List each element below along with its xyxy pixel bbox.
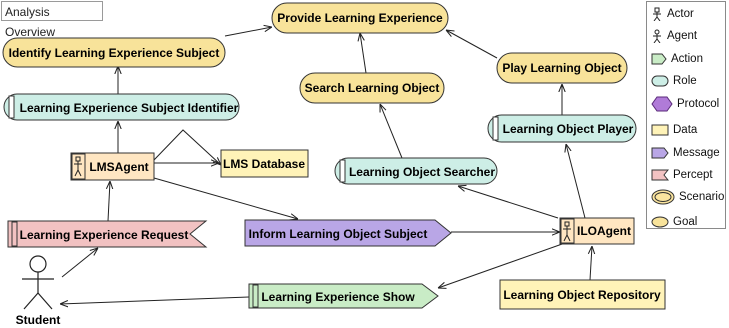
edge-searcher-to-search <box>380 104 402 158</box>
percept-label: Learning Experience Request <box>19 228 189 242</box>
role-icon <box>651 75 669 87</box>
goal-label: Play Learning Object <box>502 61 622 75</box>
goal-play-learning-object[interactable] <box>497 53 627 83</box>
goal-icon <box>651 216 669 228</box>
agent-label: LMSAgent <box>89 160 149 174</box>
role-label: Learning Experience Subject Identifier <box>19 101 239 115</box>
goal-label: Identify Learning Experience Subject <box>8 46 220 60</box>
scenario-icon <box>651 189 675 205</box>
role-learning-experience-subject-identifier[interactable] <box>4 94 239 120</box>
goal-label: Search Learning Object <box>304 81 440 95</box>
legend-label: Goal <box>673 216 698 228</box>
agent-icon <box>651 29 663 43</box>
edge-repo-to-ilo <box>590 246 592 280</box>
actor-label: Student <box>15 313 61 327</box>
edge-lms-to-message <box>154 178 298 219</box>
legend-label: Percept <box>673 169 713 181</box>
legend <box>646 1 726 229</box>
role-label: Learning Object Searcher <box>348 165 496 179</box>
data-label: Learning Object Repository <box>503 288 661 302</box>
edge-ilo-to-searcher <box>458 186 558 218</box>
edge-percept-to-lms <box>108 181 110 221</box>
action-label: Learning Experience Show <box>261 290 415 304</box>
actor-icon <box>651 7 663 21</box>
legend-label: Protocol <box>677 98 720 110</box>
legend-label: Scenario <box>679 191 725 203</box>
legend-item-percept <box>651 167 713 183</box>
legend-item-goal <box>651 214 697 230</box>
edge-action-to-actor <box>60 297 249 304</box>
data-icon <box>651 124 669 136</box>
stick-figure-icon <box>22 256 54 309</box>
legend-label: Data <box>673 124 698 136</box>
data-label: LMS Database <box>222 157 306 171</box>
legend-item-action <box>651 51 703 67</box>
goal-label: Provide Learning Experience <box>277 11 443 25</box>
legend-item-agent <box>651 28 697 44</box>
legend-label: Agent <box>667 30 698 42</box>
edge-ilo-to-player <box>566 144 585 218</box>
edge-play-to-provide <box>446 30 497 58</box>
diagram-title: Analysis Overview <box>1 1 103 21</box>
edge-identify-to-provide <box>225 27 272 36</box>
legend-label: Actor <box>667 8 694 20</box>
legend-item-protocol <box>651 96 719 112</box>
message-label: Inform Learning Object Subject <box>248 227 428 241</box>
protocol-icon <box>651 96 673 112</box>
data-lms-database[interactable] <box>221 150 308 177</box>
legend-label: Role <box>673 75 697 87</box>
goal-search-learning-object[interactable] <box>300 73 444 103</box>
edge-actor-to-percept <box>62 248 98 277</box>
message-icon <box>651 147 669 159</box>
role-learning-object-searcher[interactable] <box>335 158 497 184</box>
percept-icon <box>651 169 669 181</box>
agent-lmsagent[interactable] <box>71 153 154 180</box>
legend-label: Action <box>671 53 703 65</box>
legend-label: Message <box>673 147 720 159</box>
action-learning-experience-show[interactable] <box>249 284 438 308</box>
legend-item-data <box>651 122 697 138</box>
legend-item-message <box>651 145 720 161</box>
action-icon <box>651 53 667 65</box>
actor-student[interactable] <box>16 256 61 327</box>
percept-learning-experience-request[interactable] <box>8 221 206 247</box>
agent-iloagent[interactable] <box>560 218 634 244</box>
legend-item-scenario <box>651 189 724 205</box>
goal-provide-learning-experience[interactable] <box>272 3 448 33</box>
legend-item-role <box>651 73 697 89</box>
agent-label: ILOAgent <box>577 224 631 238</box>
role-learning-object-player[interactable] <box>488 115 636 142</box>
legend-item-actor <box>651 6 694 22</box>
edge-lms-to-database <box>154 130 221 165</box>
data-learning-object-repository[interactable] <box>500 280 665 309</box>
goal-identify-learning-experience-subject[interactable] <box>3 38 225 67</box>
role-label: Learning Object Player <box>502 122 634 136</box>
edge-search-to-provide <box>360 33 366 73</box>
message-inform-learning-object-subject[interactable] <box>245 220 451 246</box>
